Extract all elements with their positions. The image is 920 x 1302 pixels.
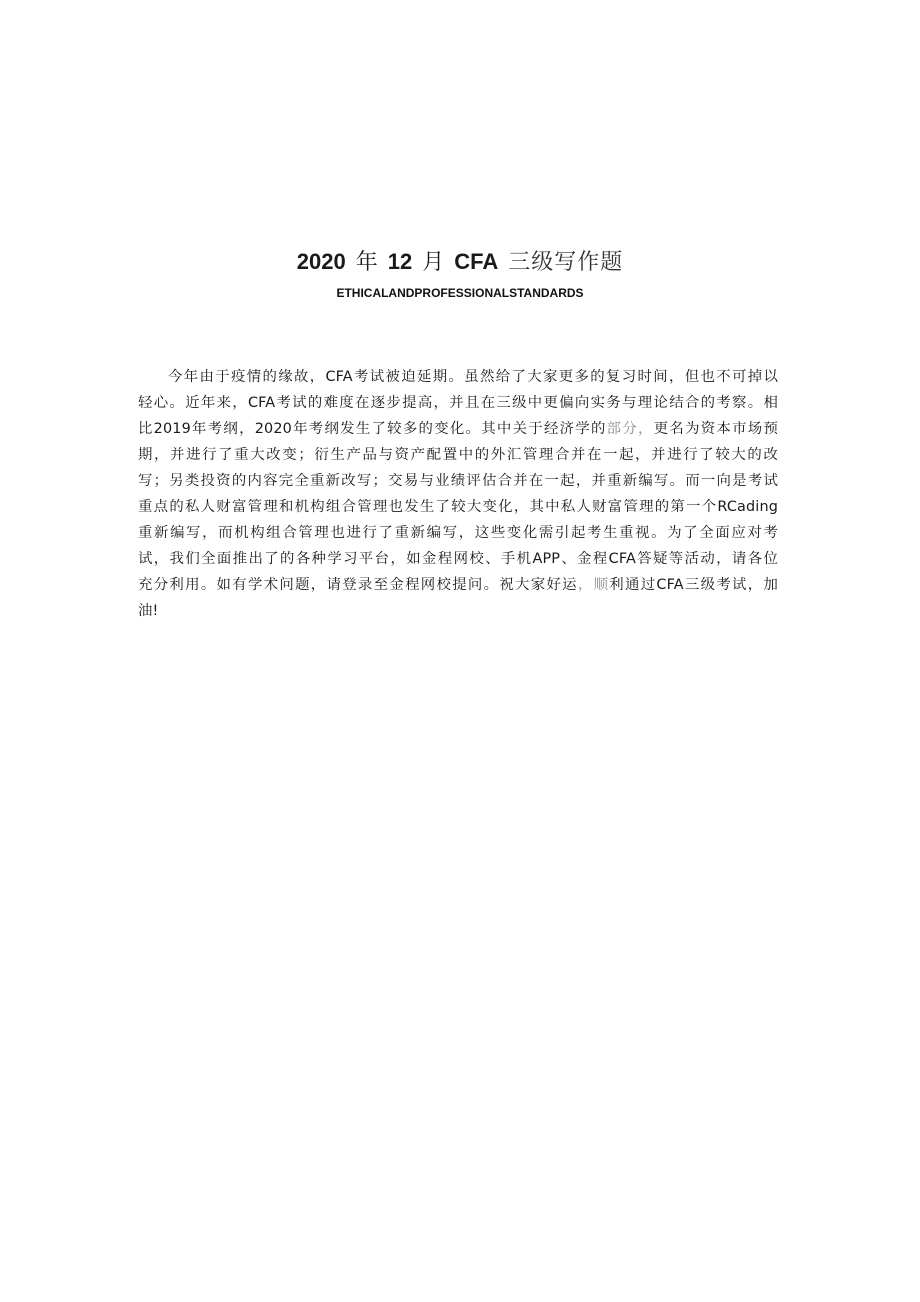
line-9-tail: 利通过CFA三级考试，加 (609, 577, 778, 593)
paragraph-line-9 (138, 572, 778, 598)
document-subtitle: ETHICALANDPROFESSIONALSTANDARDS (336, 286, 584, 300)
title-rest: 三级写作题 (508, 250, 624, 275)
title-year: 2020 (296, 249, 346, 274)
paragraph-line-2: 轻心。近年来，CFA考试的难度在逐步提高，并且在三级中更偏向实务与理论结合的考察。相 (138, 395, 778, 411)
paragraph-line-1: 今年由于疫情的缘故，CFA考试被迫延期。虽然给了大家更多的复习时间，但也不可掉以 (168, 369, 778, 385)
paragraph-line-6: 重点的私人财富管理和机构组合管理也发生了较大变化，其中私人财富管理的第一个RCading (138, 499, 778, 515)
title-yue: 月 (422, 250, 445, 275)
title-month: 12 (387, 249, 413, 274)
document-title (0, 246, 920, 279)
title-cfa: CFA (454, 249, 499, 274)
line-3-text: 比2019年考纲，2020年考纲发生了较多的变化。其中关于经济学的 (138, 421, 607, 437)
paragraph-line-5: 写；另类投资的内容完全重新改写；交易与业绩评估合并在一起，并重新编写。而一向是考试 (138, 473, 778, 489)
line-3-tail: 更名为资本市场预 (653, 421, 779, 437)
paragraph-line-8: 试，我们全面推出了的各种学习平台，如金程网校、手机APP、金程CFA答疑等活动，请各位 (138, 551, 778, 567)
paragraph-line-3 (138, 416, 778, 442)
paragraph-line-10: 油! (138, 603, 159, 619)
body-paragraph (138, 364, 778, 624)
line-9-gray-text: ，顺 (577, 577, 610, 593)
paragraph-line-7: 重新编写，而机构组合管理也进行了重新编写，这些变化需引起考生重视。为了全面应对考 (138, 525, 778, 541)
line-3-gray-text: 部分， (606, 421, 654, 437)
paragraph-line-4: 期，并进行了重大改变；衍生产品与资产配置中的外汇管理合并在一起，并进行了较大的改 (138, 447, 778, 463)
line-9-text: 充分利用。如有学术问题，请登录至金程网校提问。祝大家好运 (138, 577, 578, 593)
title-nian: 年 (355, 250, 378, 275)
